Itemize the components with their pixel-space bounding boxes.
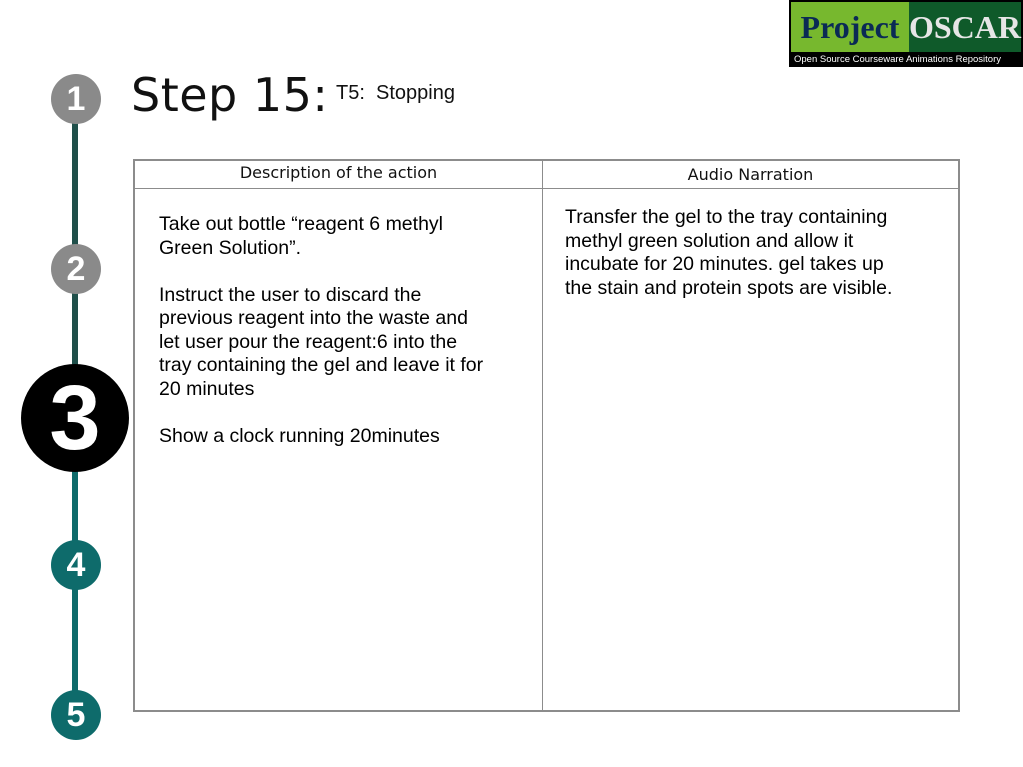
step-1-indicator[interactable]: 1 [51, 74, 101, 124]
storyboard-table [133, 159, 960, 712]
step-5-indicator[interactable]: 5 [51, 690, 101, 740]
project-oscar-logo [789, 0, 1023, 67]
column-divider [542, 161, 543, 710]
step-4-indicator[interactable]: 4 [51, 540, 101, 590]
logo-word-project: Project [791, 2, 909, 52]
narration-cell: Transfer the gel to the tray containing methyl green solution and allow it incubate for 20 minutes. gel takes up the stain and protein spots are visible. [565, 206, 893, 299]
description-paragraph: Instruct the user to discard the previous reagent into the waste and let user pour the reagent:6 into the tray containing the gel and leave it for 20 minutes [159, 283, 484, 400]
description-paragraph: Take out bottle “reagent 6 methyl Green Solution”. [159, 213, 443, 259]
description-paragraph: Show a clock running 20minutes [159, 424, 440, 447]
step-2-indicator[interactable]: 2 [51, 244, 101, 294]
logo-word-oscar: OSCAR [909, 2, 1021, 52]
page-subtitle: T5: Stopping [336, 82, 455, 104]
logo-tagline: Open Source Courseware Animations Repository [794, 53, 1001, 65]
description-column-header: Description of the action [239, 163, 438, 182]
description-cell [159, 213, 489, 472]
step-3-indicator-current[interactable]: 3 [21, 364, 129, 472]
page-title: Step 15: [131, 68, 329, 122]
narration-column-header: Audio Narration [687, 165, 814, 184]
